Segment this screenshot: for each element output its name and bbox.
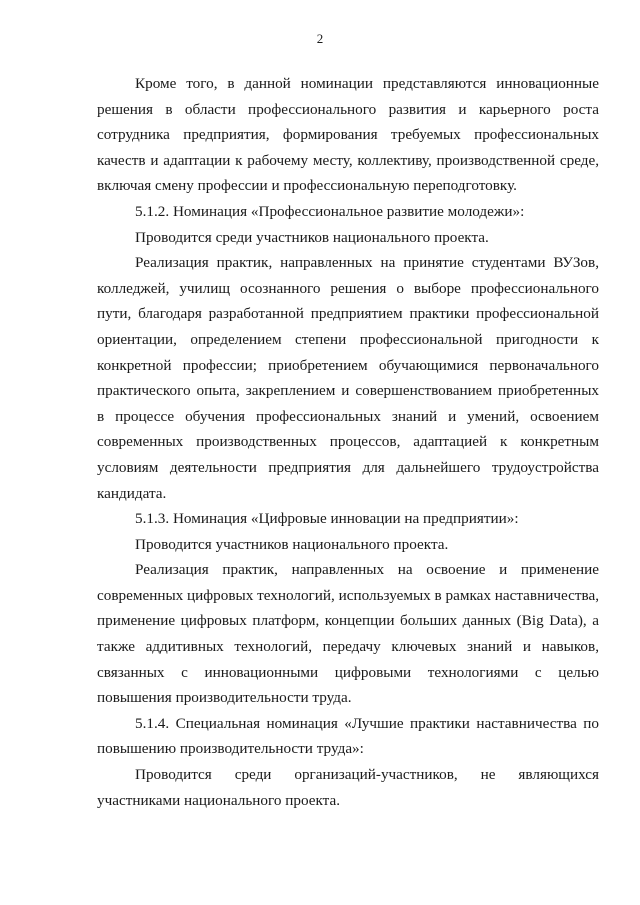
paragraph-5-1-3-description: Реализация практик, направленных на освоение и применение современных цифровых технологий, используемых в рамках наставничества, применение цифровых платформ, концепции больших данных (Big Data), а также аддитивных технологий, передачу ключевых знаний и навыков, связанных с инновационными цифровыми технологиями с целью повышения производительности труда. — [97, 561, 599, 707]
heading-5-1-3: 5.1.3. Номинация «Цифровые инновации на предприятии»: — [135, 510, 519, 528]
document-body — [97, 71, 599, 813]
paragraph-5-1-2-description: Реализация практик, направленных на принятие студентами ВУЗов, колледжей, училищ осознанного решения о выборе профессионального пути, благодаря разработанной предприятием практики профессиональной ориентации, определением степени профессиональной пригодности к конкретной профессии; приобретением обучающимися первоначального практического опыта, закреплением и совершенствованием приобретенных в процессе обучения профессиональных знаний и умений, освоением современных производственных процессов, адаптацией к конкретным условиям деятельности предприятия для дальнейшего трудоустройства кандидата. — [97, 254, 599, 502]
paragraph-5-1-3-participants: Проводится участников национального проекта. — [135, 535, 449, 553]
paragraph-5-1-2-participants: Проводится среди участников национального проекта. — [135, 228, 489, 246]
page-number: 2 — [316, 31, 324, 46]
heading-5-1-2: 5.1.2. Номинация «Профессиональное развитие молодежи»: — [135, 202, 525, 220]
paragraph-5-1-4-participants: Проводится среди организаций-участников, не являющихся участниками национального проекта. — [97, 766, 599, 809]
paragraph-nomination-intro: Кроме того, в данной номинации представляются инновационные решения в области профессионального развития и карьерного роста сотрудника предприятия, формирования требуемых профессиональных качеств и адаптации к рабочему месту, коллективу, производственной среде, включая смену профессии и профессиональную переподготовку. — [97, 75, 599, 195]
heading-5-1-4: 5.1.4. Специальная номинация «Лучшие практики наставничества по повышению производительности труда»: — [97, 714, 599, 758]
